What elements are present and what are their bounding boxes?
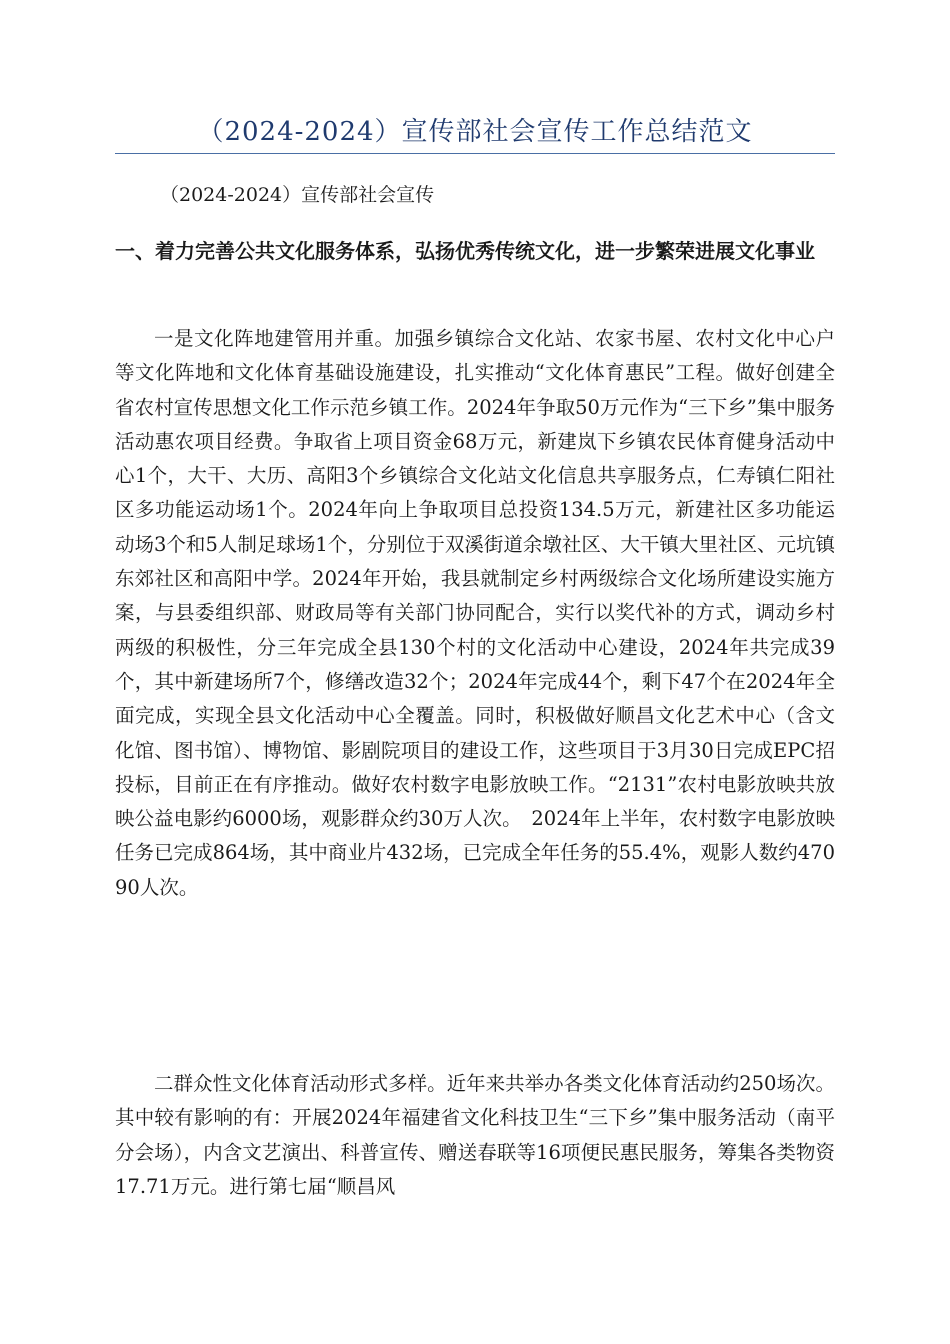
body-paragraph: 二群众性文化体育活动形式多样。近年来共举办各类文化体育活动约250场次。其中较有影响的有：开展2024年福建省文化科技卫生“三下乡”集中服务活动（南平分会场），内含文艺演出、科普宣传、赠送春联等16项便民惠民服务，筹集各类物资17.71万元。进行第七届“顺昌风 (115, 1072, 835, 1198)
document-title: （2024-2024）宣传部社会宣传工作总结范文 (197, 117, 753, 147)
section-heading: 一、着力完善公共文化服务体系，弘扬优秀传统文化，进一步繁荣进展文化事业 (115, 239, 815, 263)
document-subtitle: （2024-2024）宣传部社会宣传 (160, 184, 435, 206)
body-paragraph: 一是文化阵地建管用并重。加强乡镇综合文化站、农家书屋、农村文化中心户等文化阵地和文化体育基础设施建设，扎实推动“文化体育惠民”工程。做好创建全省农村宣传思想文化工作示范乡镇工作。2024年争取50万元作为“三下乡”集中服务活动惠农项目经费。争取省上项目资金68万元，新建岚下乡镇农民体育健身活动中心1个，大干、大历、高阳3个乡镇综合文化站文化信息共享服务点，仁寿镇仁阳社区多功能运动场1个。2024年向上争取项目总投资134.5万元，新建社区多功能运动场3个和5人制足球场1个，分别位于双溪街道余墩社区、大干镇大里社区、元坑镇东郊社区和高阳中学。2024年开始，我县就制定乡村两级综合文化场所建设实施方案，与县委组织部、财政局等有关部门协同配合，实行以奖代补的方式，调动乡村两级的积极性，分三年完成全县130个村的文化活动中心建设，2024年共完成39个，其中新建场所7个，修缮改造32个；2024年完成44个，剩下47个在2024年全面完成，实现全县文化活动中心全覆盖。同时，积极做好顺昌文化艺术中心（含文化馆、图书馆）、博物馆、影剧院项目的建设工作，这些项目于3月30日完成EPC招投标，目前正在有序推动。做好农村数字电影放映工作。“2131”农村电影放映共放映公益电影约6000场，观影群众约30万人次。 2024年上半年，农村数字电影放映任务已完成864场，其中商业片432场，已完成全年任务的55.4%，观影人数约47090人次。 (115, 327, 835, 899)
title-underline (115, 153, 835, 154)
